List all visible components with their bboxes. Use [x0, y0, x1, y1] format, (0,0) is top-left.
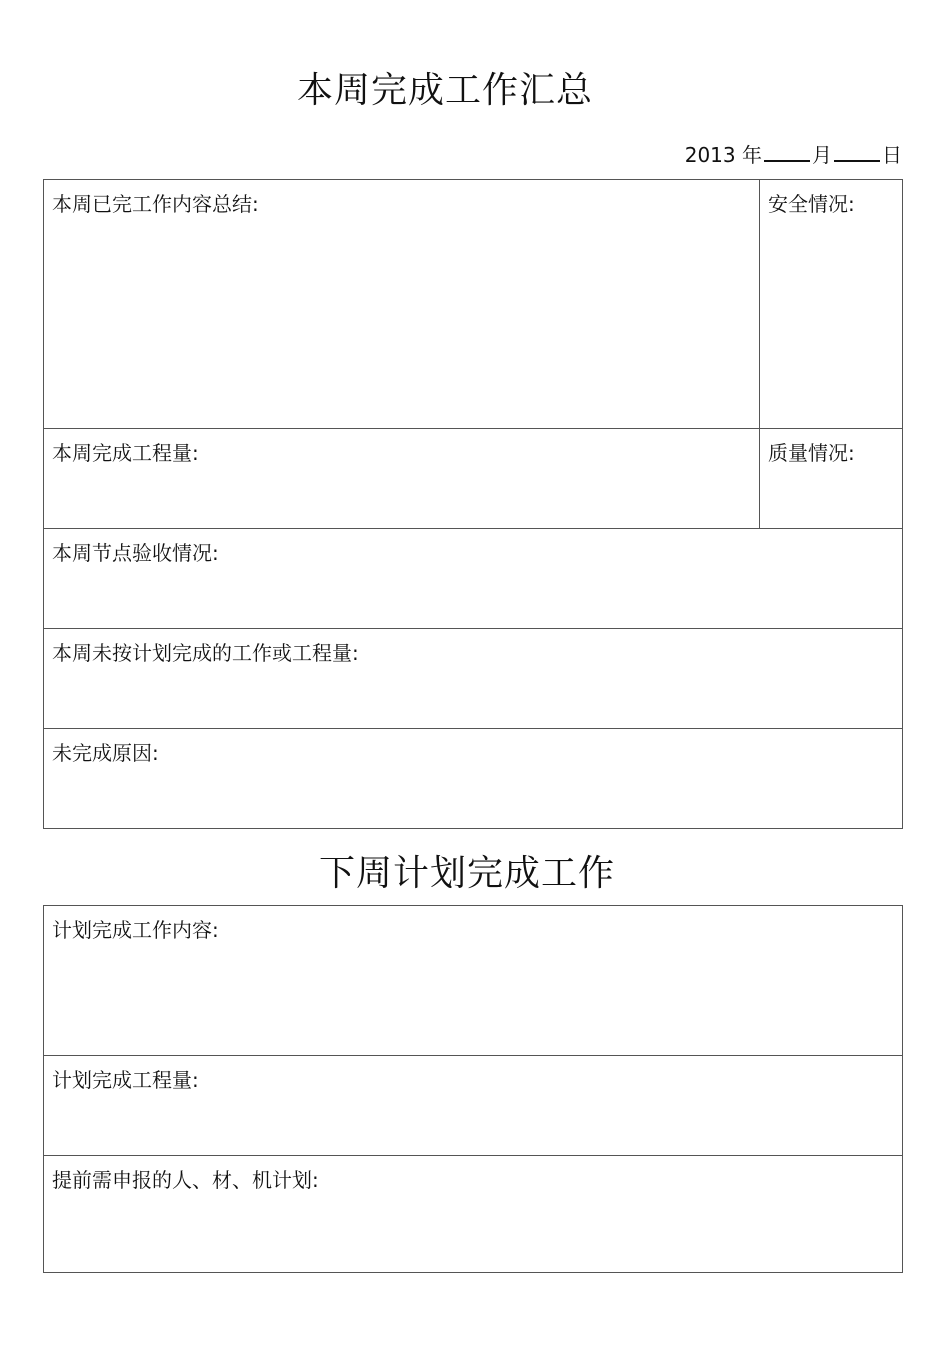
resource-plan-cell[interactable]: [44, 1156, 903, 1273]
planned-quantity-cell[interactable]: [44, 1056, 903, 1156]
field-label: 安全情况:: [768, 192, 855, 216]
date-year: 2013: [684, 143, 736, 167]
next-week-plan-table: [43, 905, 903, 1273]
section-title: 下周计划完成工作: [318, 853, 615, 894]
field-label: 本周完成工程量:: [52, 441, 199, 465]
date-day-label: 日: [882, 143, 902, 167]
planned-work-content-cell[interactable]: [44, 906, 903, 1056]
day-blank[interactable]: [834, 142, 880, 162]
field-label: 提前需申报的人、材、机计划:: [52, 1168, 319, 1192]
unfinished-reason-cell[interactable]: [44, 729, 903, 829]
date-month-label: 月: [812, 143, 832, 167]
date-line: [685, 142, 902, 167]
field-label: 未完成原因:: [52, 741, 159, 765]
month-blank[interactable]: [764, 142, 810, 162]
milestone-acceptance-cell[interactable]: [44, 529, 903, 629]
field-label: 本周已完工作内容总结:: [52, 192, 259, 216]
table-row: [44, 529, 903, 629]
table-row: [44, 906, 903, 1056]
field-label: 计划完成工作内容:: [52, 918, 219, 942]
date-year-label: 年: [742, 143, 762, 167]
quality-status-cell[interactable]: [760, 429, 903, 529]
completed-work-summary-cell[interactable]: [44, 180, 760, 429]
field-label: 质量情况:: [768, 441, 855, 465]
table-row: [44, 729, 903, 829]
completed-quantity-cell[interactable]: [44, 429, 760, 529]
weekly-summary-table: [43, 179, 903, 829]
table-row: [44, 429, 903, 529]
field-label: 计划完成工程量:: [52, 1068, 199, 1092]
table-row: [44, 180, 903, 429]
table-row: [44, 629, 903, 729]
field-label: 本周未按计划完成的工作或工程量:: [52, 641, 359, 665]
page-title: 本周完成工作汇总: [296, 70, 593, 111]
safety-status-cell[interactable]: [760, 180, 903, 429]
unfinished-work-cell[interactable]: [44, 629, 903, 729]
table-row: [44, 1056, 903, 1156]
table-row: [44, 1156, 903, 1273]
field-label: 本周节点验收情况:: [52, 541, 219, 565]
